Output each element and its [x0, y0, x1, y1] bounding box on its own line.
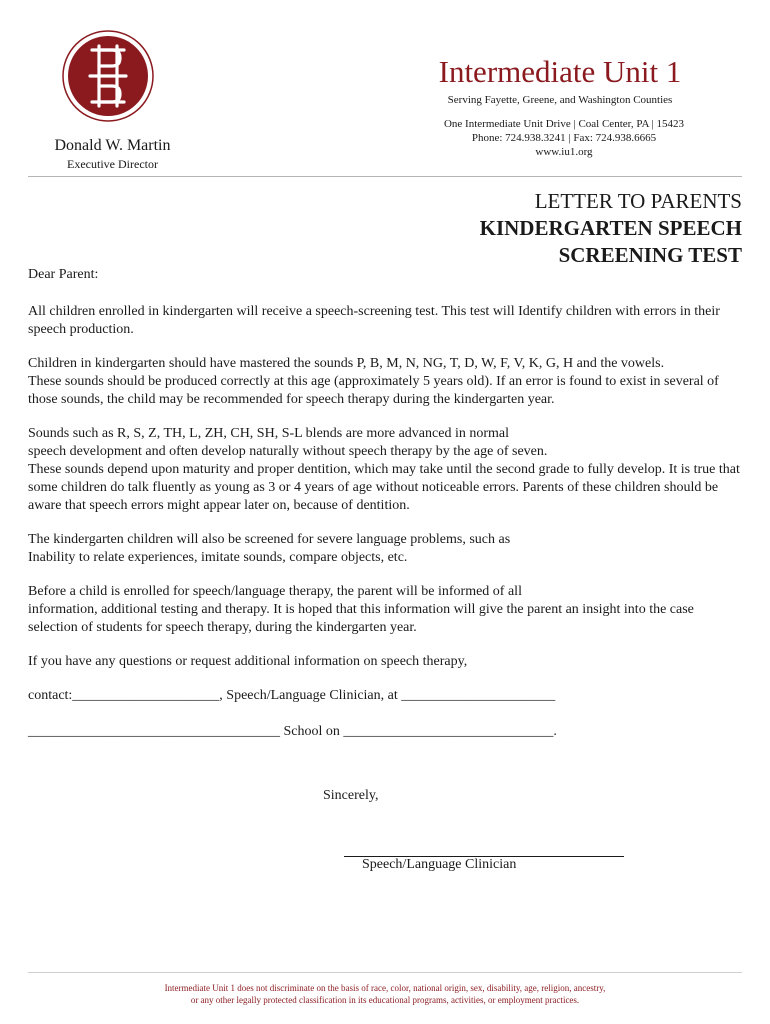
phone-fax: Phone: 724.938.3241 | Fax: 724.938.6665	[471, 132, 657, 144]
address: One Intermediate Unit Drive | Coal Center, PA | 15423	[443, 118, 684, 130]
paragraph-5-line-2: information, additional testing and therapy. It is hoped that this information will give the parent an insight into the case selection of students for speech therapy, during the kindergarten year.	[28, 602, 694, 635]
paragraph-2-line-1: Children in kindergarten should have mastered the sounds P, B, M, N, NG, T, D, W, F, V, K, G, H and the vowels.	[28, 356, 665, 371]
signature-label: Speech/Language Clinician	[362, 857, 517, 872]
signoff: Sincerely,	[323, 788, 379, 803]
footer-line-2: or any other legally protected classification in its educational programs, activities, or employment practices.	[190, 995, 580, 1005]
director-name: Donald W. Martin	[54, 137, 171, 154]
contact-info	[380, 117, 748, 159]
footer-line-1: Intermediate Unit 1 does not discriminate on the basis of race, color, national origin, sex, disability, age, religion, ancestry,	[164, 983, 606, 993]
paragraph-4	[28, 531, 740, 567]
paragraph-3-line-1: Sounds such as R, S, Z, TH, L, ZH, CH, SH, S-L blends are more advanced in normal	[28, 426, 509, 441]
director-title: Executive Director	[67, 157, 158, 171]
paragraph-6: If you have any questions or request additional information on speech therapy,	[28, 654, 468, 669]
service-area: Serving Fayette, Greene, and Washington Counties	[447, 94, 673, 106]
paragraph-4-line-1: The kindergarten children will also be screened for severe language problems, such as	[28, 532, 511, 547]
paragraph-4-line-2: Inability to relate experiences, imitate sounds, compare objects, etc.	[28, 550, 408, 565]
letter-body	[28, 303, 740, 759]
title-line-2: KINDERGARTEN SPEECH	[479, 216, 742, 240]
title-line-1: LETTER TO PARENTS	[534, 189, 742, 213]
paragraph-1: All children enrolled in kindergarten will receive a speech-screening test. This test will Identify children with errors in their speech production.	[28, 304, 720, 337]
paragraph-5	[28, 583, 740, 637]
organization-name: Intermediate Unit 1	[438, 54, 682, 89]
contact-fill-in-line: contact:_____________________, Speech/Language Clinician, at ______________________	[28, 688, 556, 703]
paragraph-3	[28, 425, 740, 515]
nondiscrimination-notice	[60, 982, 710, 1006]
iu1-logo	[62, 30, 154, 122]
footer-divider	[28, 972, 742, 973]
title-line-3: SCREENING TEST	[558, 243, 742, 267]
header-divider	[28, 176, 742, 177]
school-fill-in-line: ____________________________________ School on ______________________________.	[28, 724, 557, 739]
greeting: Dear Parent:	[28, 267, 99, 282]
website: www.iu1.org	[535, 146, 593, 158]
paragraph-2-line-2: These sounds should be produced correctly at this age (approximately 5 years old). If an error is found to exist in several of those sounds, the child may be recommended for speech therapy during the kindergarten year.	[28, 374, 719, 407]
paragraph-3-line-3: These sounds depend upon maturity and proper dentition, which may take until the second grade to fully develop. It is true that some children do talk fluently as young as 3 or 4 years of age without noticeable errors. Parents of these children should be aware that speech errors might appear later on, because of dentition.	[28, 462, 740, 513]
paragraph-2	[28, 355, 740, 409]
paragraph-3-line-2: speech development and often develop naturally without speech therapy by the age of seven.	[28, 444, 548, 459]
letter-title	[322, 188, 742, 269]
director-block	[30, 136, 195, 172]
paragraph-5-line-1: Before a child is enrolled for speech/language therapy, the parent will be informed of all	[28, 584, 522, 599]
